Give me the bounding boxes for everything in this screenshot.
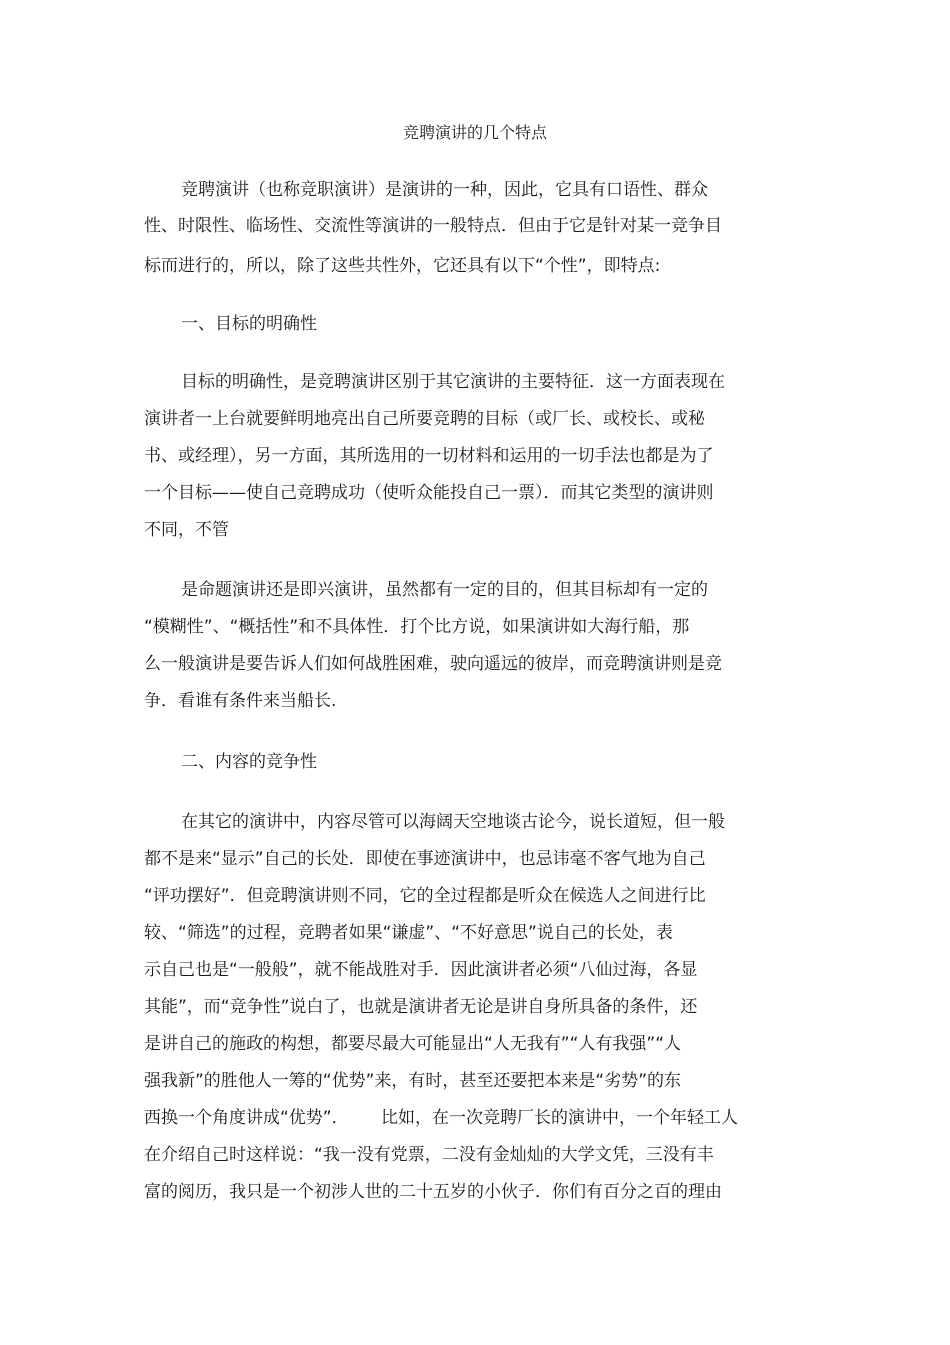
paragraph-line: 西换一个角度讲成“优势”． 比如，在一次竞聘厂长的演讲中，一个年轻工人 — [144, 1108, 739, 1128]
document-title: 竞聘演讲的几个特点 — [402, 123, 547, 142]
paragraph-line: 演讲者一上台就要鲜明地亮出自己所要竞聘的目标（或厂长、或校长、或秘 — [144, 409, 705, 429]
paragraph-line: 么一般演讲是要告诉人们如何战胜困难，驶向遥远的彼岸，而竞聘演讲则是竞 — [144, 654, 722, 674]
paragraph-line: 一个目标——使自己竞聘成功（使听众能投自己一票）．而其它类型的演讲则 — [144, 483, 714, 503]
paragraph-line: 标而进行的，所以，除了这些共性外，它还具有以下“个性”，即特点: — [144, 256, 661, 276]
paragraph-line: 都不是来“显示”自己的长处．即使在事迹演讲中，也忌讳毫不客气地为自己 — [144, 849, 706, 869]
paragraph-line: 书、或经理），另一方面，其所选用的一切材料和运用的一切手法也都是为了 — [144, 446, 714, 466]
paragraph-line: “模糊性”、“概括性”和不具体性．打个比方说，如果演讲如大海行船，那 — [144, 617, 690, 637]
section-heading: 二、内容的竞争性 — [181, 752, 317, 772]
paragraph-line: 在其它的演讲中，内容尽管可以海阔天空地谈古论今，说长道短，但一般 — [181, 812, 725, 832]
paragraph-line: 在介绍自己时这样说：“我一没有党票，二没有金灿灿的大学文凭，三没有丰 — [144, 1145, 714, 1165]
paragraph-line: 竞聘演讲（也称竞职演讲）是演讲的一种，因此，它具有口语性、群众 — [181, 180, 708, 200]
paragraph-line: 争．看谁有条件来当船长. — [144, 691, 337, 711]
paragraph-line: 其能”，而“竞争性”说白了，也就是演讲者无论是讲自身所具备的条件，还 — [144, 997, 698, 1017]
paragraph-line: 性、时限性、临场性、交流性等演讲的一般特点．但由于它是针对某一竞争目 — [144, 216, 722, 236]
paragraph-line: 示自己也是“一般般”，就不能战胜对手．因此演讲者必须“八仙过海，各显 — [144, 960, 698, 980]
paragraph-line: 目标的明确性，是竞聘演讲区别于其它演讲的主要特征．这一方面表现在 — [181, 372, 725, 392]
paragraph-line: 富的阅历，我只是一个初涉人世的二十五岁的小伙子．你们有百分之百的理由 — [144, 1182, 722, 1202]
paragraph-line: 较、“筛选”的过程，竞聘者如果“谦虚”、“不好意思”说自己的长处，表 — [144, 923, 673, 943]
paragraph-line: 强我新”的胜他人一筹的“优势”来，有时，甚至还要把本来是“劣势”的东 — [144, 1071, 682, 1091]
paragraph-line: 不同，不管 — [144, 520, 229, 540]
paragraph-line: 是讲自己的施政的构想，都要尽最大可能显出“人无我有”“人有我强”“人 — [144, 1034, 682, 1054]
paragraph-line: “评功摆好”．但竞聘演讲则不同，它的全过程都是听众在候选人之间进行比 — [144, 886, 706, 906]
section-heading: 一、目标的明确性 — [181, 314, 317, 334]
paragraph-line: 是命题演讲还是即兴演讲，虽然都有一定的目的，但其目标却有一定的 — [181, 580, 708, 600]
